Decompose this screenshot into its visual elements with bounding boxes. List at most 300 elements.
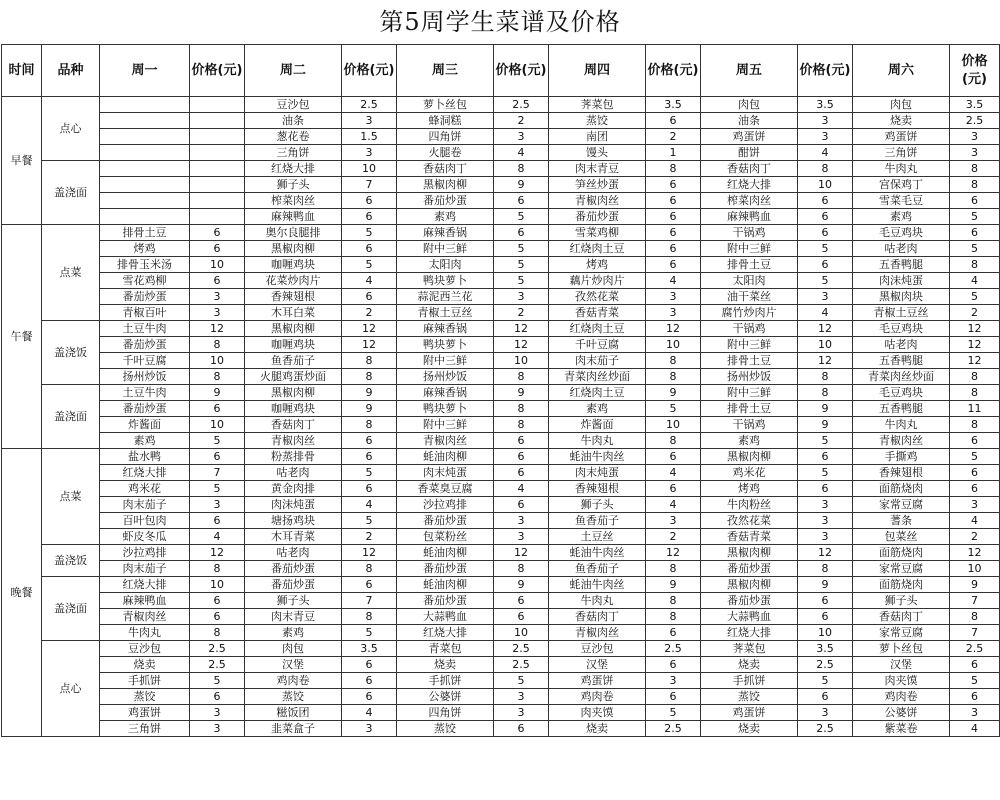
price-cell: 3 (798, 129, 853, 145)
dish-cell: 牛肉丸 (100, 625, 190, 641)
price-cell: 5 (190, 673, 245, 689)
header-time: 时间 (2, 45, 42, 97)
price-cell: 9 (646, 577, 701, 593)
price-cell: 6 (494, 593, 549, 609)
menu-row (2, 593, 1000, 609)
dish-cell: 烧卖 (397, 657, 494, 673)
price-cell: 2.5 (494, 657, 549, 673)
price-cell: 10 (494, 625, 549, 641)
menu-row (2, 161, 1000, 177)
price-cell: 10 (190, 417, 245, 433)
price-cell: 2 (950, 305, 1000, 321)
category-label: 盖浇饭 (42, 545, 100, 577)
menu-row (2, 305, 1000, 321)
dish-cell: 素鸡 (245, 625, 342, 641)
price-cell: 6 (342, 433, 397, 449)
dish-cell: 黑椒肉块 (853, 289, 950, 305)
price-cell: 2.5 (190, 657, 245, 673)
header-day-thu: 周四 (549, 45, 646, 97)
dish-cell: 黄金肉排 (245, 481, 342, 497)
price-cell: 9 (342, 385, 397, 401)
price-cell: 6 (798, 257, 853, 273)
price-cell: 5 (494, 273, 549, 289)
price-cell: 2.5 (798, 657, 853, 673)
price-cell: 6 (950, 689, 1000, 705)
dish-cell: 雪菜鸡柳 (549, 225, 646, 241)
dish-cell: 四角饼 (397, 705, 494, 721)
menu-row (2, 641, 1000, 657)
header-price: 价格(元) (342, 45, 397, 97)
dish-cell: 包菜粉丝 (397, 529, 494, 545)
price-cell: 3 (190, 721, 245, 737)
price-cell: 8 (190, 561, 245, 577)
price-cell: 3 (646, 305, 701, 321)
menu-row (2, 625, 1000, 641)
price-cell: 5 (950, 209, 1000, 225)
dish-cell: 韭菜盒子 (245, 721, 342, 737)
dish-cell: 奥尔良腿排 (245, 225, 342, 241)
dish-cell: 毛豆鸡块 (853, 225, 950, 241)
price-cell: 4 (950, 273, 1000, 289)
price-cell: 5 (798, 433, 853, 449)
price-cell: 8 (342, 417, 397, 433)
price-cell: 4 (646, 273, 701, 289)
menu-row (2, 369, 1000, 385)
price-cell: 5 (342, 257, 397, 273)
dish-cell: 干锅鸡 (701, 321, 798, 337)
price-cell: 2 (950, 529, 1000, 545)
dish-cell: 红烧大排 (100, 577, 190, 593)
price-cell: 4 (494, 481, 549, 497)
price-cell: 4 (342, 273, 397, 289)
dish-cell: 牛肉丸 (853, 161, 950, 177)
dish-cell: 红烧大排 (245, 161, 342, 177)
dish-cell: 牛肉丸 (549, 593, 646, 609)
header-price: 价格(元) (950, 45, 1000, 97)
dish-cell: 萝卜丝包 (853, 641, 950, 657)
price-cell: 8 (950, 385, 1000, 401)
menu-row (2, 401, 1000, 417)
dish-cell: 烧卖 (100, 657, 190, 673)
dish-cell: 咖喱鸡块 (245, 401, 342, 417)
price-cell: 9 (342, 401, 397, 417)
dish-cell: 面筋烧肉 (853, 577, 950, 593)
header-price: 价格(元) (646, 45, 701, 97)
dish-cell: 油条 (245, 113, 342, 129)
menu-body (2, 97, 1000, 737)
dish-cell: 肉末青豆 (245, 609, 342, 625)
price-cell: 3 (646, 513, 701, 529)
dish-cell: 排骨土豆 (100, 225, 190, 241)
dish-cell: 蚝油肉柳 (397, 545, 494, 561)
price-cell: 8 (950, 177, 1000, 193)
price-cell: 4 (190, 529, 245, 545)
price-cell (190, 161, 245, 177)
price-cell: 1 (646, 145, 701, 161)
dish-cell: 素鸡 (701, 433, 798, 449)
dish-cell: 狮子头 (549, 497, 646, 513)
price-cell (190, 193, 245, 209)
dish-cell: 沙拉鸡排 (397, 497, 494, 513)
dish-cell: 鸡蛋饼 (701, 705, 798, 721)
price-cell: 8 (950, 369, 1000, 385)
dish-cell: 番茄炒蛋 (701, 593, 798, 609)
price-cell: 4 (342, 497, 397, 513)
dish-cell: 千叶豆腐 (549, 337, 646, 353)
dish-cell: 虾皮冬瓜 (100, 529, 190, 545)
dish-cell: 塘扬鸡块 (245, 513, 342, 529)
price-cell: 6 (342, 289, 397, 305)
price-cell: 6 (646, 257, 701, 273)
dish-cell: 三角饼 (245, 145, 342, 161)
category-label: 盖浇面 (42, 385, 100, 449)
price-cell: 4 (342, 705, 397, 721)
price-cell: 9 (798, 577, 853, 593)
dish-cell: 四角饼 (397, 129, 494, 145)
price-cell: 3 (950, 129, 1000, 145)
dish-cell: 麻辣香锅 (397, 321, 494, 337)
price-cell: 5 (646, 401, 701, 417)
price-cell: 6 (646, 689, 701, 705)
price-cell: 3 (190, 305, 245, 321)
price-cell: 5 (342, 625, 397, 641)
dish-cell: 烧卖 (549, 721, 646, 737)
price-cell: 12 (798, 545, 853, 561)
price-cell: 6 (798, 209, 853, 225)
price-cell: 9 (646, 385, 701, 401)
dish-cell: 蚝油牛肉丝 (549, 577, 646, 593)
dish-cell: 红烧大排 (701, 177, 798, 193)
menu-row (2, 481, 1000, 497)
price-cell: 10 (798, 177, 853, 193)
menu-row (2, 449, 1000, 465)
dish-cell: 盐水鸭 (100, 449, 190, 465)
price-cell: 3 (190, 289, 245, 305)
price-cell: 12 (494, 337, 549, 353)
dish-cell: 榨菜肉丝 (701, 193, 798, 209)
dish-cell: 汉堡 (853, 657, 950, 673)
dish-cell: 番茄炒蛋 (549, 209, 646, 225)
dish-cell: 鱼香茄子 (549, 513, 646, 529)
price-cell: 9 (494, 177, 549, 193)
price-cell: 6 (950, 433, 1000, 449)
price-cell: 6 (342, 657, 397, 673)
dish-cell: 蜂洞糕 (397, 113, 494, 129)
price-cell: 3.5 (950, 97, 1000, 113)
dish-cell: 附中三鲜 (397, 353, 494, 369)
price-cell: 5 (798, 241, 853, 257)
price-cell: 5 (798, 465, 853, 481)
dish-cell: 火腿卷 (397, 145, 494, 161)
price-cell: 6 (494, 497, 549, 513)
dish-cell: 腐竹炒肉片 (701, 305, 798, 321)
price-cell: 6 (798, 481, 853, 497)
dish-cell: 榨菜肉丝 (245, 193, 342, 209)
price-cell: 12 (950, 353, 1000, 369)
dish-cell: 鸡米花 (701, 465, 798, 481)
price-cell: 5 (342, 513, 397, 529)
dish-cell: 馒头 (549, 145, 646, 161)
category-label: 点菜 (42, 225, 100, 321)
price-cell: 9 (494, 385, 549, 401)
price-cell: 3 (494, 529, 549, 545)
price-cell: 5 (342, 225, 397, 241)
price-cell: 12 (190, 321, 245, 337)
dish-cell: 雪花鸡柳 (100, 273, 190, 289)
category-label: 盖浇面 (42, 577, 100, 641)
dish-cell: 咖喱鸡块 (245, 337, 342, 353)
dish-cell: 荠菜包 (701, 641, 798, 657)
dish-cell: 黑椒肉柳 (701, 449, 798, 465)
dish-cell: 红烧肉土豆 (549, 321, 646, 337)
price-cell: 12 (798, 321, 853, 337)
dish-cell: 豆沙包 (100, 641, 190, 657)
dish-cell: 油干菜丝 (701, 289, 798, 305)
dish-cell: 肉末青豆 (549, 161, 646, 177)
price-cell: 6 (190, 241, 245, 257)
price-cell: 2.5 (190, 641, 245, 657)
dish-cell: 公婆饼 (397, 689, 494, 705)
price-cell: 8 (646, 593, 701, 609)
price-cell: 5 (950, 449, 1000, 465)
price-cell: 8 (646, 609, 701, 625)
menu-row (2, 337, 1000, 353)
menu-row (2, 529, 1000, 545)
dish-cell: 手抓饼 (397, 673, 494, 689)
price-cell: 8 (950, 257, 1000, 273)
dish-cell (100, 193, 190, 209)
price-cell: 6 (494, 193, 549, 209)
price-cell: 3 (646, 673, 701, 689)
dish-cell: 手抓饼 (100, 673, 190, 689)
price-cell: 6 (190, 225, 245, 241)
price-cell: 6 (494, 433, 549, 449)
price-cell: 2 (342, 529, 397, 545)
dish-cell: 麻辣香锅 (397, 225, 494, 241)
dish-cell: 青椒土豆丝 (853, 305, 950, 321)
dish-cell: 孜然花菜 (549, 289, 646, 305)
price-cell: 2 (342, 305, 397, 321)
header-row (2, 45, 1000, 97)
dish-cell: 包菜丝 (853, 529, 950, 545)
dish-cell: 扬州炒饭 (701, 369, 798, 385)
price-cell: 6 (190, 689, 245, 705)
dish-cell: 青椒土豆丝 (397, 305, 494, 321)
dish-cell: 附中三鲜 (701, 337, 798, 353)
dish-cell: 蒜泥西兰花 (397, 289, 494, 305)
price-cell: 3.5 (798, 97, 853, 113)
price-cell: 3 (798, 529, 853, 545)
dish-cell: 手抓饼 (701, 673, 798, 689)
dish-cell: 肉末炖蛋 (549, 465, 646, 481)
menu-row (2, 673, 1000, 689)
price-cell: 6 (798, 449, 853, 465)
dish-cell: 黑椒肉柳 (701, 545, 798, 561)
dish-cell: 香菇肉丁 (853, 609, 950, 625)
dish-cell: 青椒肉丝 (549, 193, 646, 209)
price-cell: 3 (342, 145, 397, 161)
price-cell: 9 (798, 417, 853, 433)
dish-cell: 番茄炒蛋 (100, 337, 190, 353)
price-cell: 5 (494, 241, 549, 257)
dish-cell (100, 113, 190, 129)
price-cell: 4 (950, 721, 1000, 737)
price-cell: 8 (950, 417, 1000, 433)
price-cell: 8 (494, 417, 549, 433)
dish-cell: 青椒百叶 (100, 305, 190, 321)
dish-cell: 鸡蛋饼 (100, 705, 190, 721)
dish-cell: 太阳肉 (701, 273, 798, 289)
dish-cell: 黑椒肉柳 (397, 177, 494, 193)
dish-cell (100, 161, 190, 177)
dish-cell: 五香鸭腿 (853, 353, 950, 369)
dish-cell: 排骨土豆 (701, 353, 798, 369)
dish-cell: 粉蒸排骨 (245, 449, 342, 465)
price-cell: 2.5 (950, 113, 1000, 129)
dish-cell: 豆沙包 (245, 97, 342, 113)
dish-cell: 扬州炒饭 (100, 369, 190, 385)
price-cell: 3 (950, 145, 1000, 161)
price-cell: 5 (494, 257, 549, 273)
price-cell: 10 (190, 257, 245, 273)
dish-cell: 肉包 (853, 97, 950, 113)
dish-cell: 鸡蛋饼 (853, 129, 950, 145)
dish-cell: 红烧大排 (397, 625, 494, 641)
dish-cell: 家常豆腐 (853, 497, 950, 513)
dish-cell: 鸡肉卷 (549, 689, 646, 705)
dish-cell: 咕老肉 (853, 337, 950, 353)
dish-cell (100, 209, 190, 225)
price-cell: 6 (190, 513, 245, 529)
price-cell: 9 (494, 577, 549, 593)
dish-cell: 肉夹馍 (549, 705, 646, 721)
price-cell: 3 (342, 113, 397, 129)
category-label: 点菜 (42, 449, 100, 545)
dish-cell: 番茄炒蛋 (397, 561, 494, 577)
price-cell: 8 (494, 161, 549, 177)
price-cell: 8 (494, 401, 549, 417)
price-cell: 6 (950, 193, 1000, 209)
price-cell: 12 (798, 353, 853, 369)
dish-cell: 宫保鸡丁 (853, 177, 950, 193)
dish-cell: 鸭块萝卜 (397, 401, 494, 417)
dish-cell: 青菜肉丝炒面 (549, 369, 646, 385)
price-cell: 2.5 (646, 641, 701, 657)
price-cell: 10 (950, 561, 1000, 577)
dish-cell: 麻辣鸭血 (245, 209, 342, 225)
dish-cell: 土豆牛肉 (100, 385, 190, 401)
price-cell: 8 (190, 625, 245, 641)
price-cell: 3 (950, 705, 1000, 721)
price-cell: 7 (342, 177, 397, 193)
dish-cell: 荠菜包 (549, 97, 646, 113)
dish-cell: 花菜炒肉片 (245, 273, 342, 289)
menu-row (2, 289, 1000, 305)
price-cell: 6 (494, 721, 549, 737)
price-cell (190, 145, 245, 161)
dish-cell: 三角饼 (853, 145, 950, 161)
dish-cell: 南团 (549, 129, 646, 145)
price-cell: 6 (646, 177, 701, 193)
dish-cell: 咖喱鸡块 (245, 257, 342, 273)
price-cell: 12 (950, 545, 1000, 561)
price-cell: 5 (950, 241, 1000, 257)
dish-cell: 木耳青菜 (245, 529, 342, 545)
dish-cell: 肉包 (245, 641, 342, 657)
price-cell: 9 (950, 577, 1000, 593)
dish-cell: 咕老肉 (245, 545, 342, 561)
dish-cell: 大蒜鸭血 (397, 609, 494, 625)
price-cell: 3 (190, 705, 245, 721)
price-cell: 3 (342, 721, 397, 737)
price-cell: 6 (342, 209, 397, 225)
dish-cell: 鸭块萝卜 (397, 337, 494, 353)
price-cell: 8 (798, 385, 853, 401)
price-cell: 8 (798, 161, 853, 177)
header-day-sat: 周六 (853, 45, 950, 97)
dish-cell: 黑椒肉柳 (245, 321, 342, 337)
price-cell: 4 (494, 145, 549, 161)
dish-cell: 太阳肉 (397, 257, 494, 273)
price-cell: 6 (342, 449, 397, 465)
price-cell: 10 (190, 353, 245, 369)
dish-cell: 素鸡 (100, 433, 190, 449)
price-cell: 4 (646, 497, 701, 513)
price-cell: 6 (798, 225, 853, 241)
price-cell: 6 (646, 193, 701, 209)
price-cell: 8 (494, 561, 549, 577)
menu-row (2, 705, 1000, 721)
dish-cell: 笋丝炒蛋 (549, 177, 646, 193)
dish-cell: 家常豆腐 (853, 625, 950, 641)
dish-cell: 蓍条 (853, 513, 950, 529)
dish-cell: 排骨土豆 (701, 257, 798, 273)
dish-cell: 烧卖 (701, 657, 798, 673)
dish-cell: 烧卖 (853, 113, 950, 129)
price-cell: 9 (798, 401, 853, 417)
dish-cell: 鱼香茄子 (549, 561, 646, 577)
meal-label: 午餐 (2, 225, 42, 449)
price-cell: 1.5 (342, 129, 397, 145)
price-cell: 6 (190, 609, 245, 625)
price-cell: 8 (798, 369, 853, 385)
dish-cell: 五香鸭腿 (853, 401, 950, 417)
dish-cell: 番茄炒蛋 (100, 289, 190, 305)
dish-cell: 雪菜毛豆 (853, 193, 950, 209)
dish-cell: 手撕鸡 (853, 449, 950, 465)
dish-cell: 红烧肉土豆 (549, 241, 646, 257)
price-cell: 2 (646, 129, 701, 145)
dish-cell: 附中三鲜 (701, 241, 798, 257)
dish-cell: 肉末茄子 (100, 561, 190, 577)
price-cell: 3.5 (798, 641, 853, 657)
dish-cell: 麻辣鸭血 (701, 209, 798, 225)
dish-cell (100, 177, 190, 193)
price-cell: 2 (646, 529, 701, 545)
dish-cell: 蒸饺 (100, 689, 190, 705)
price-cell: 6 (190, 593, 245, 609)
price-cell: 6 (342, 481, 397, 497)
dish-cell: 木耳白菜 (245, 305, 342, 321)
dish-cell: 番茄炒蛋 (245, 561, 342, 577)
dish-cell: 黑椒肉柳 (701, 577, 798, 593)
dish-cell: 蒸饺 (397, 721, 494, 737)
price-cell: 6 (646, 113, 701, 129)
dish-cell: 肉夹馍 (853, 673, 950, 689)
category-label: 点心 (42, 97, 100, 161)
header-price: 价格(元) (494, 45, 549, 97)
price-cell: 12 (646, 321, 701, 337)
